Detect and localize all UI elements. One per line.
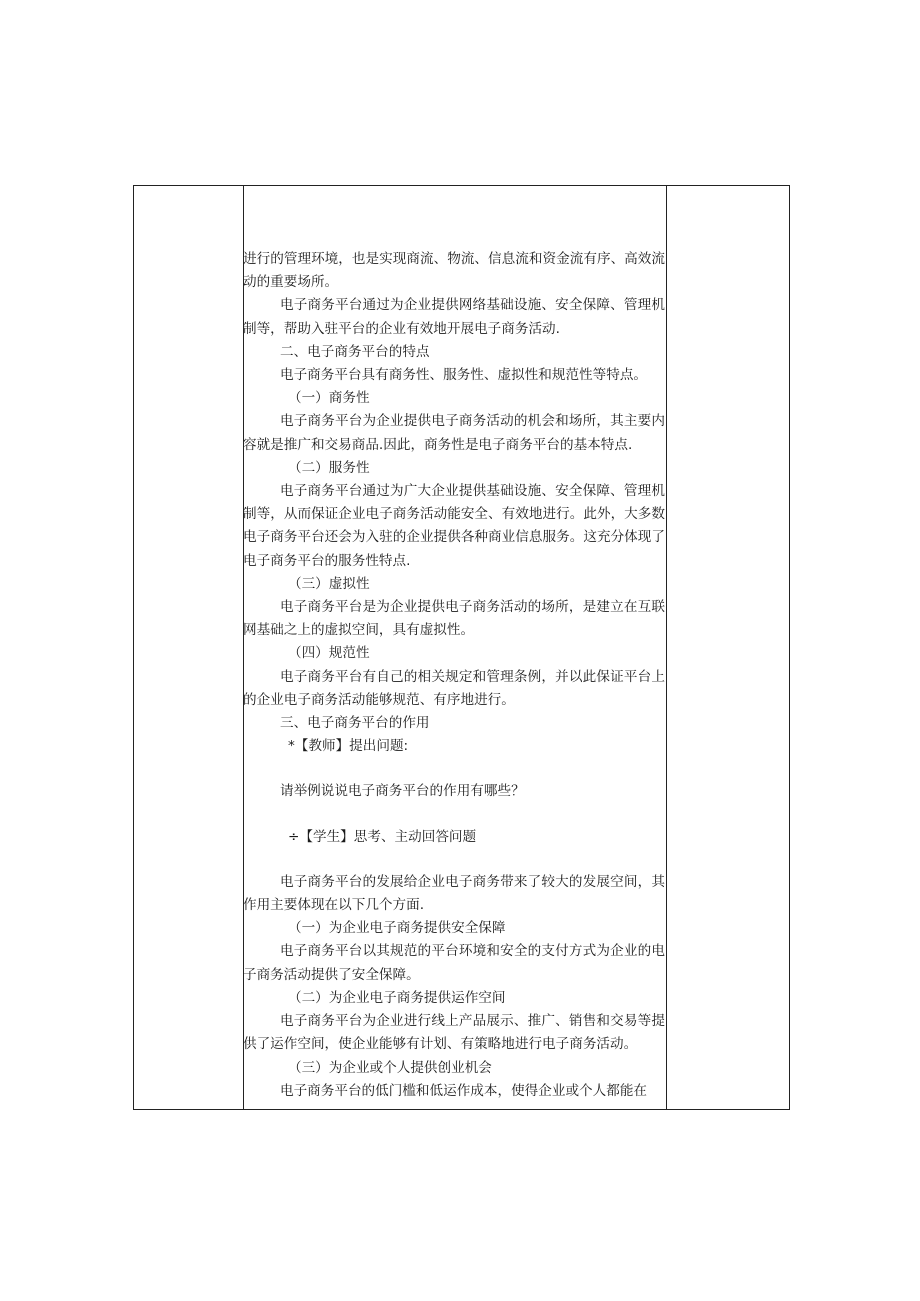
paragraph: 电子商务平台具有商务性、服务性、虚拟性和规范性等特点。 xyxy=(280,367,648,384)
subsection-heading: （二）服务性 xyxy=(288,459,370,476)
student-prompt: ÷【学生】思考、主动回答问题 xyxy=(288,828,477,845)
teacher-prompt: *【教师】提出问题: xyxy=(288,738,409,755)
subsection-heading: （三）为企业或个人提供创业机会 xyxy=(288,1059,492,1076)
paragraph: 电子商务平台有自己的相关规定和管理条例，并以此保证平台上的企业电子商务活动能够规范、有序地进行。 xyxy=(243,668,665,708)
paragraph: 电子商务平台的发展给企业电子商务带来了较大的发展空间，其作用主要体现在以下几个方面. xyxy=(243,873,665,914)
section-heading: 二、电子商务平台的特点 xyxy=(280,343,430,360)
paragraph: 电子商务平台通过为企业提供网络基础设施、安全保障、管理机制等，帮助入驻平台的企业有效地开展电子商务活动. xyxy=(243,297,665,337)
spacer xyxy=(243,804,665,826)
paragraph: 电子商务平台是为企业提供电子商务活动的场所，是建立在互联网基础之上的虚拟空间，具有虚拟性。 xyxy=(243,599,665,639)
subsection-heading: （一）为企业电子商务提供安全保障 xyxy=(288,920,506,937)
question: 请举例说说电子商务平台的作用有哪些？ xyxy=(280,783,525,800)
subsection-heading: （一）商务性 xyxy=(288,390,370,407)
subsection-heading: （三）虚拟性 xyxy=(288,575,370,592)
spacer xyxy=(243,849,665,871)
paragraph: 电子商务平台为企业进行线上产品展示、推广、销售和交易等提供了运作空间，使企业能够有计划、有策略地进行电子商务活动。 xyxy=(243,1013,665,1053)
paragraph: 进行的管理环境，也是实现商流、物流、信息流和资金流有序、高效流动的重要场所。 xyxy=(243,251,665,291)
spacer xyxy=(243,758,665,780)
subsection-heading: （二）为企业电子商务提供运作空间 xyxy=(288,989,506,1006)
paragraph: 电子商务平台的低门槛和低运作成本，使得企业或个人都能在 xyxy=(280,1082,648,1099)
lesson-content xyxy=(243,248,665,1108)
paragraph: 电子商务平台以其规范的平台环境和安全的支付方式为企业的电子商务活动提供了安全保障。 xyxy=(243,943,665,983)
paragraph: 电子商务平台通过为广大企业提供基础设施、安全保障、管理机制等，从而保证企业电子商务活动能安全、有效地进行。此外，大多数电子商务平台还会为入驻的企业提供各种商业信息服务。这充分体现了电子商务平台的服务性特点. xyxy=(243,483,665,569)
column-divider xyxy=(666,186,667,1109)
subsection-heading: （四）规范性 xyxy=(288,645,370,662)
section-heading: 三、电子商务平台的作用 xyxy=(280,715,430,732)
paragraph: 电子商务平台为企业提供电子商务活动的机会和场所，其主要内容就是推广和交易商品.因此，商务性是电子商务平台的基本特点. xyxy=(243,413,665,453)
